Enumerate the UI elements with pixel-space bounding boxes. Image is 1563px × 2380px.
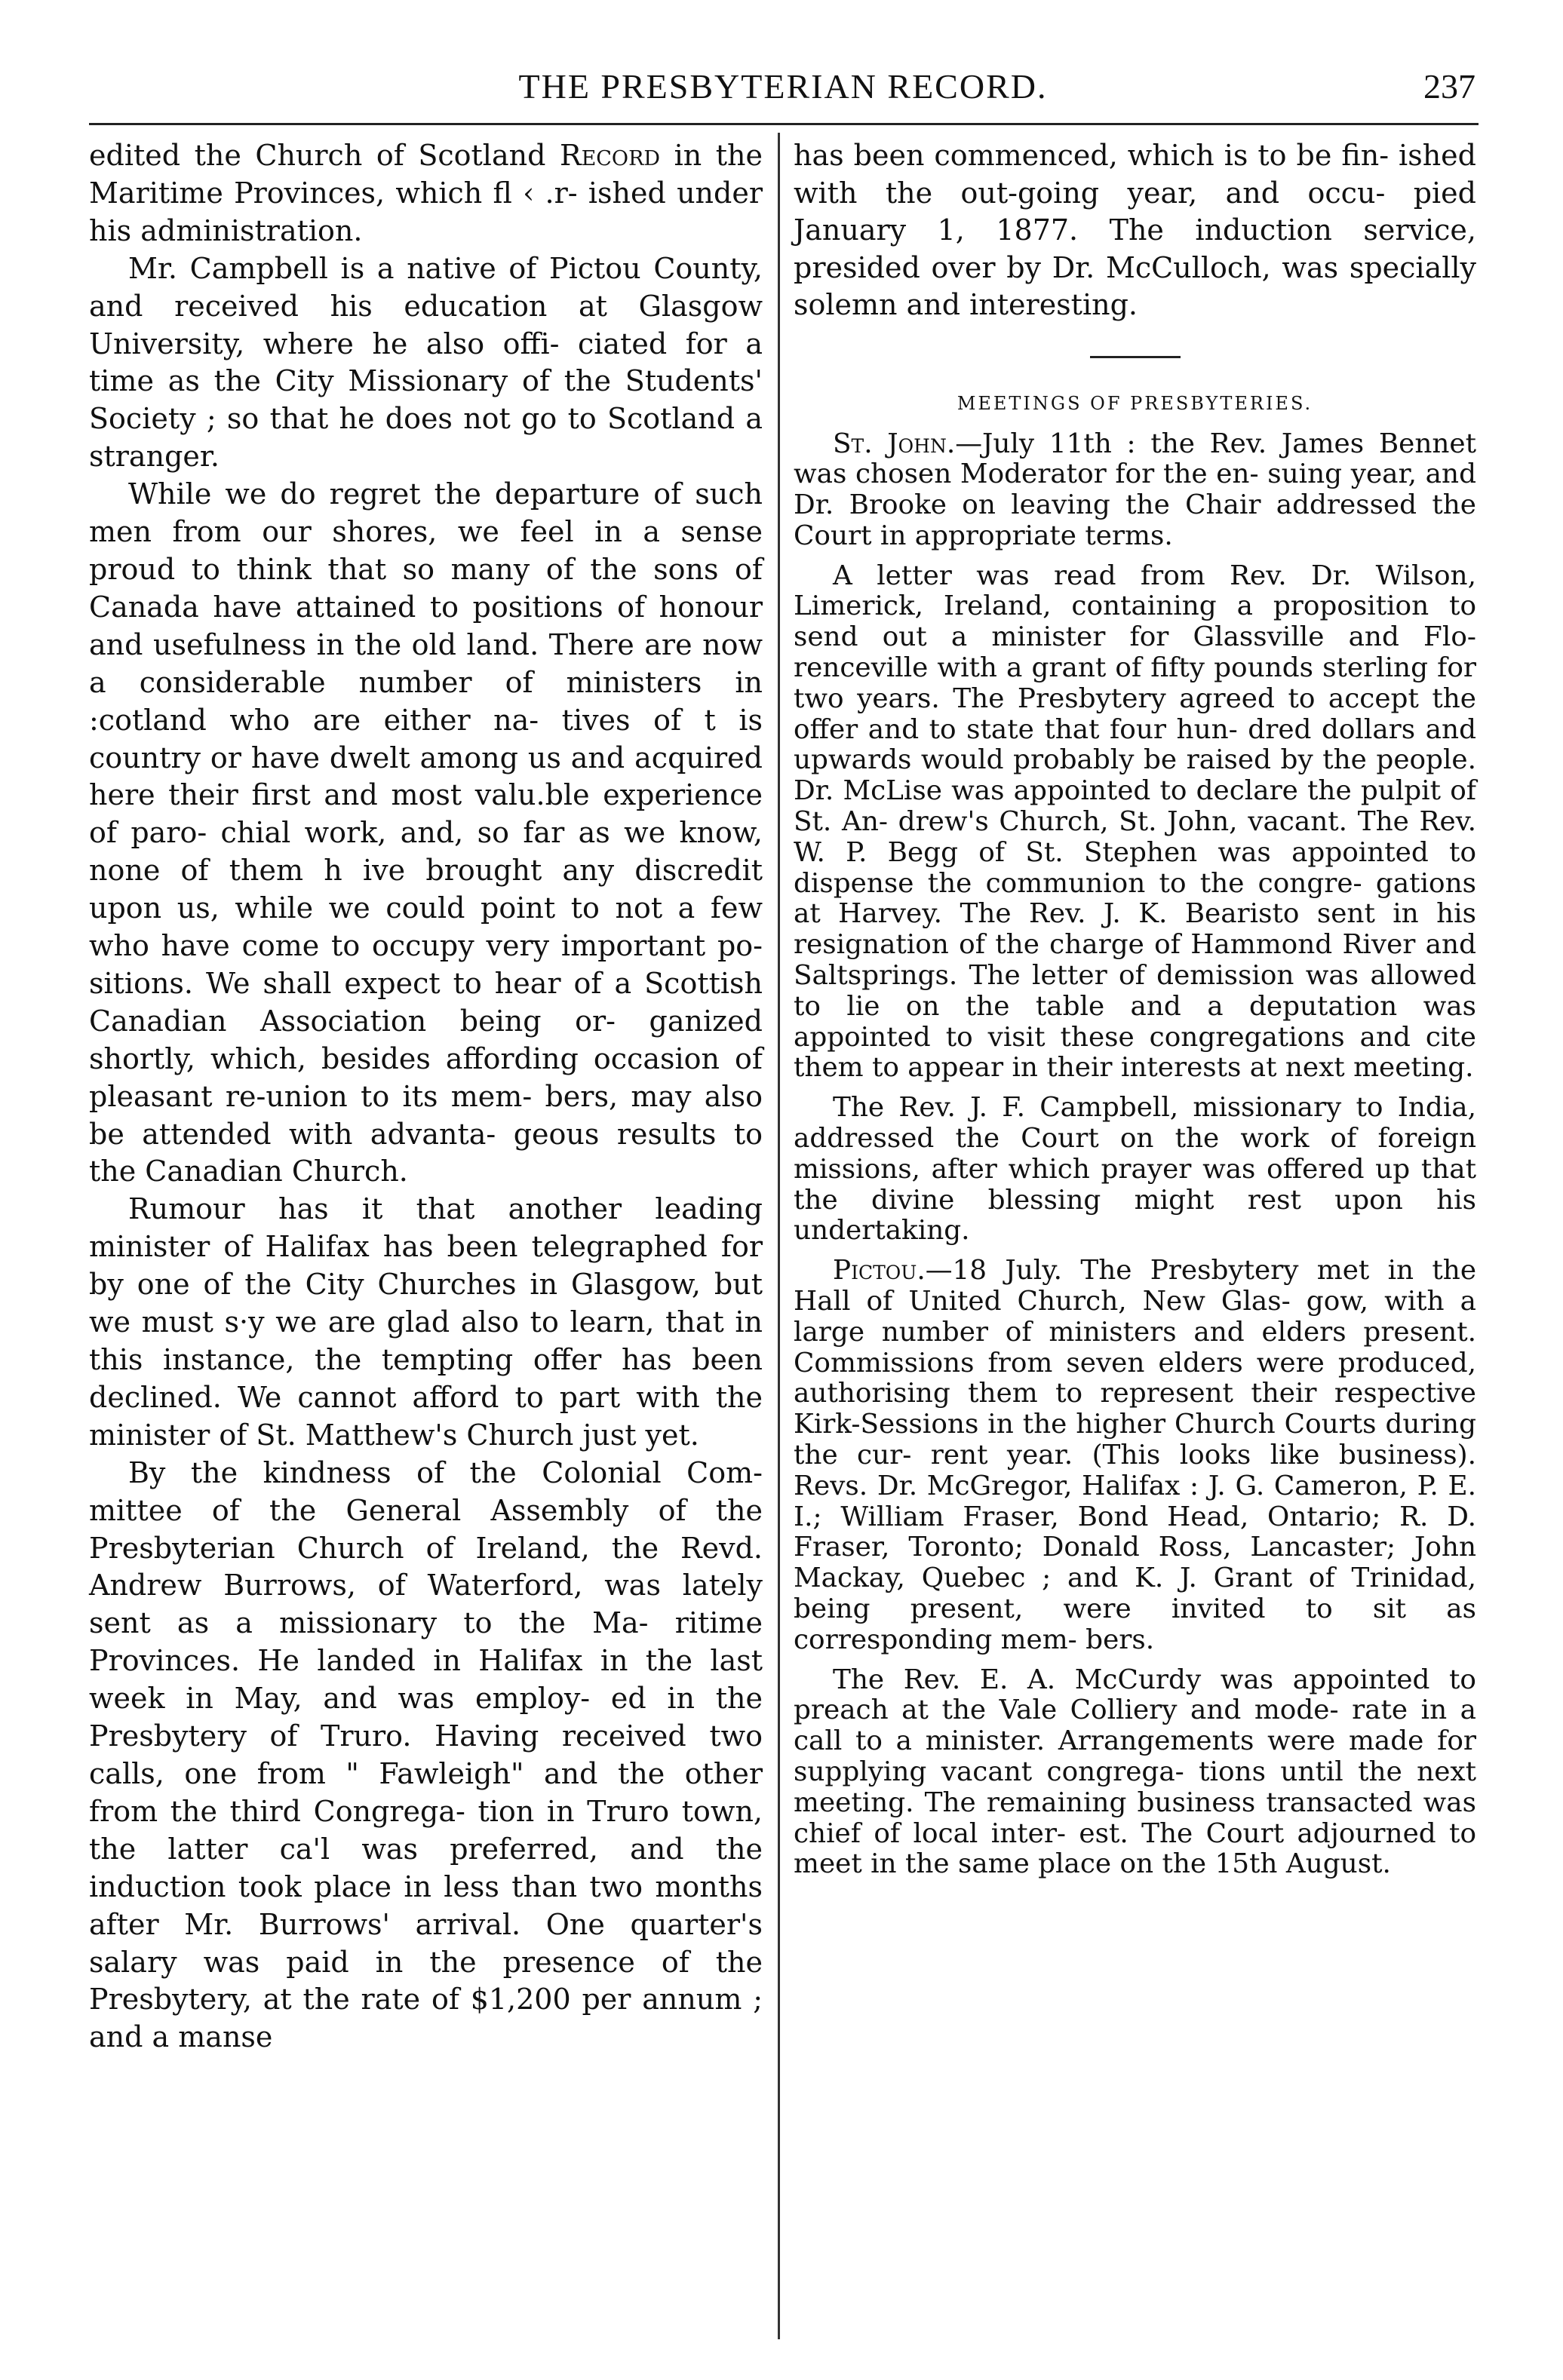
right-column bbox=[794, 137, 1476, 1880]
paragraph-mccurdy: The Rev. E. A. McCurdy was appointed to preach at the Vale Colliery and mode- rate in a call to a minister. Arrangements were made for supplying vacant congrega- tions until the next meeting. The remaining business transacted was chief of local inter- est. The Court adjourned to meet in the same place on the 15th August. bbox=[794, 1664, 1476, 1880]
page-header bbox=[89, 66, 1477, 112]
paragraph-burrows: By the kindness of the Colonial Com- mittee of the General Assembly of the Presbyterian Church of Ireland, the Revd. Andrew Burrows, of Waterford, was lately sent as a missionary to the Ma- ritime Provinces. He landed in Halifax in the last week in May, and was employ- ed in the Presbytery of Truro. Having received two calls, one from " Fawleigh" and the other from the third Congrega- tion in Truro town, the latter ca'l was preferred, and the induction took place in less than two months after Mr. Burrows' arrival. One quarter's salary was paid in the presence of the Presbytery, at the rate of $1,200 per annum ; and a manse bbox=[89, 1455, 763, 2054]
paragraph-campbell-native: Mr. Campbell is a native of Pictou County, and received his education at Glasgow University, where he also offi- ciated for a time as the City Missionary of the Students' Society ; so that he does not go to Scotland a stranger. bbox=[89, 251, 763, 474]
paragraph-record-end: in the Maritime Provinces, which fl ‹ .r- ished under his administration. bbox=[89, 139, 763, 247]
section-rule bbox=[1090, 356, 1181, 358]
paragraph-wilson-letter: A letter was read from Rev. Dr. Wilson, Limerick, Ireland, containing a proposition to send out a minister for Glassville and Flo- renceville with a grant of fifty pounds sterling for two years. The Presbytery agreed to accept the offer and to state that four hun- dred dollars and upwards would probably be raised by the people. Dr. McLise was appointed to declare the pulpit of St. An- drew's Church, St. John, vacant. The Rev. W. P. Begg of St. Stephen was appointed to dispense the communion to the congre- gations at Harvey. The Rev. J. K. Bearisto sent in his resignation of the charge of Hammond River and Saltsprings. The letter of demission was allowed to lie on the table and a deputation was appointed to visit these congregations and cite them to appear in their interests at next meeting. bbox=[794, 560, 1476, 1084]
section-heading: MEETINGS OF PRESBYTERIES. bbox=[957, 392, 1313, 414]
spacer bbox=[794, 552, 1476, 561]
column-divider bbox=[778, 133, 780, 2339]
page-number: 237 bbox=[1423, 67, 1475, 106]
paragraph-departure: While we do regret the departure of such men from our shores, we feel in a sense proud to think that so many of the sons of Canada have attained to positions of honour and usefulness in the old land. There are now a considerable number of ministers in :cotland who are either na- tives of t is country or have dwelt among us and acquired here their first and most valu.ble experience of paro- chial work, and, so far as we know, none of them h ive brought any discredit upon us, while we could point to not a few who have come to occupy very important po- sitions. We shall expect to hear of a Scottish Canadian Association being or- ganized shortly, which, besides affording occasion of pleasant re-union to its mem- bers, may also be attended with advanta- geous results to the Canadian Church. bbox=[89, 477, 763, 1188]
left-column bbox=[89, 137, 763, 2056]
st-john-label: St. John. bbox=[833, 428, 956, 459]
paragraph-st-john bbox=[794, 429, 1476, 552]
st-john-text: —July 11th : the Rev. James Bennet was chosen Moderator for the en- suing year, and Dr. Brooke on leaving the Chair addressed the Court in appropriate terms. bbox=[794, 428, 1476, 551]
running-title: THE PRESBYTERIAN RECORD. bbox=[518, 67, 1048, 106]
paragraph-record bbox=[89, 137, 763, 250]
pictou-label: Pictou. bbox=[833, 1255, 926, 1287]
paragraph-rumour: Rumour has it that another leading minister of Halifax has been telegraphed for by one of the City Churches in Glasgow, but we must s·y we are glad also to learn, that in this instance, the tempting offer has been declined. We cannot afford to part with the minister of St. Matthew's Church just yet. bbox=[89, 1192, 763, 1452]
paragraph-record-start: edited the Church of Scotland bbox=[89, 139, 560, 172]
record-word: Record bbox=[559, 139, 661, 172]
paragraph-manse-continued: has been commenced, which is to be fin- ished with the out-going year, and occu- pied January 1, 1877. The induction service, presided over by Dr. McCulloch, was specially solemn and interesting. bbox=[794, 139, 1476, 321]
paragraph-jf-campbell: The Rev. J. F. Campbell, missionary to India, addressed the Court on the work of foreign missions, after which prayer was offered up that the divine blessing might rest upon his undertaking. bbox=[794, 1092, 1476, 1247]
header-rule bbox=[89, 123, 1479, 125]
paragraph-pictou bbox=[794, 1256, 1476, 1655]
spacer bbox=[794, 1656, 1476, 1665]
pictou-text: —18 July. The Presbytery met in the Hall of United Church, New Glas- gow, with a large number of ministers and elders present. Commissions from seven elders were produced, authorising them to represent their respective Kirk-Sessions in the higher Church Courts during the cur- rent year. (This looks like business). Revs. Dr. McGregor, Halifax : J. G. Cameron, P. E. I.; William Fraser, Bond Head, Ontario; R. D. Fraser, Toronto; Donald Ross, Lancaster; John Mackay, Quebec ; and K. J. Grant of Trinidad, being present, were invited to sit as corresponding mem- bers. bbox=[794, 1255, 1476, 1655]
